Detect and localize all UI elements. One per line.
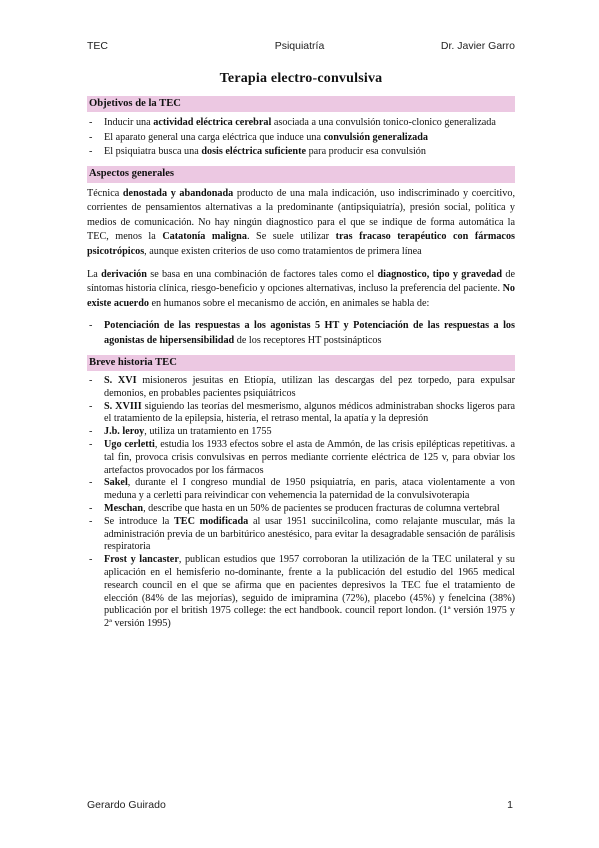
footer-author: Gerardo Guirado xyxy=(87,799,166,811)
list-item: - Se introduce la TEC modificada al usar 1951 succinilcolina, como relajante muscular, más la administración previa de un barbitúrico anestésico, para evitar la desagradable sensación de parálisis respiratoria xyxy=(87,516,515,554)
section-heading-aspectos: Aspectos generales xyxy=(87,166,515,183)
document-body xyxy=(87,72,515,637)
paragraph-aspectos-1: Técnica denostada y abandonada producto de una mala indicación, uso indiscriminado y coercitivo, corrientes de pensamientos alternativas a la predominante (antipsiquiatría), presión social, política y medios de comunicación. No hay ningún diagnostico para el que se indique de forma automática la TEC, menos la Catatonía maligna. Se suele utilizar tras fracaso terapéutico con fármacos psicotrópicos, aunque existen criterios de uso como tratamientos de primera línea xyxy=(87,187,515,257)
document-title: Terapia electro-convulsiva xyxy=(219,71,383,86)
historia-list xyxy=(87,375,515,631)
list-item: - S. XVI misioneros jesuitas en Etiopía, utilizan las descargas del pez torpedo, para expulsar demonios, en probables pacientes psiquiátricos xyxy=(87,375,515,401)
list-item: - Potenciación de las respuestas a los agonistas 5 HT y Potenciación de las respuestas a los agonistas de hipersensibilidad de los receptores HT postsinápticos xyxy=(87,319,515,348)
objetivos-list xyxy=(87,116,515,160)
paragraph-aspectos-2: La derivación se basa en una combinación de factores tales como el diagnostico, tipo y gravedad de síntomas historia clínica, riesgo-beneficio y opciones alternativas, incluso la preferencia del paciente. No existe acuerdo en humanos sobre el mecanismo de acción, en animales se habla de: xyxy=(87,268,516,309)
page-number: 1 xyxy=(507,799,513,811)
aspectos-list xyxy=(87,319,515,348)
list-item: - Inducir una actividad eléctrica cerebral asociada a una convulsión tonico-clonico generalizada xyxy=(87,116,515,131)
header-left: TEC xyxy=(87,40,108,52)
list-item: - J.b. leroy, utiliza un tratamiento en 1755 xyxy=(87,426,515,439)
list-item: - S. XVIII siguiendo las teorías del mesmerismo, algunos médicos administraban shocks ligeros para el tratamiento de la epilepsia, histeria, el retraso mental, la apatía y la depresión xyxy=(87,401,515,427)
section-heading-objetivos: Objetivos de la TEC xyxy=(87,96,515,113)
list-item: - Meschan, describe que hasta en un 50% de pacientes se producen fracturas de columna vertebral xyxy=(87,503,515,516)
list-item: - Frost y lancaster, publican estudios que 1957 corroboran la utilización de la TEC unilateral y su aplicación en el hemisferio no-dominante, frente a la publicación del estudio del 1965 medical research council en el que se afirma que en pacientes depresivos la TEC fue el tratamiento de elección (84% de las mejorías), seguido de imipramina (72%), placebo (45%) y fenelcina (38%) publicación por el british 1975 college: the ect handbook. council report london. (1ª versión 1975 y 2ª versión 1995) xyxy=(87,554,515,631)
header-center: Psiquiatría xyxy=(274,40,325,52)
list-item: - El psiquiatra busca una dosis eléctrica suficiente para producir esa convulsión xyxy=(87,145,515,160)
list-item: - El aparato general una carga eléctrica que induce una convulsión generalizada xyxy=(87,131,515,146)
section-heading-historia: Breve historia TEC xyxy=(87,355,515,372)
list-item: - Sakel, durante el I congreso mundial de 1950 psiquiatría, en paris, ataca violentamente a von meduna y a cerletti para reivindicar con vehemencia la paternidad de la convulsivoterapia xyxy=(87,477,515,503)
header-right: Dr. Javier Garro xyxy=(440,40,515,52)
list-item: - Ugo cerletti, estudia los 1933 efectos sobre el asta de Ammón, de las crisis epilépticas repetitivas. a tal fin, provoca crisis convulsivas en perros mediante corriente eléctrica de 125 v, para obviar los artefactos provocados por los fármacos xyxy=(87,439,515,477)
